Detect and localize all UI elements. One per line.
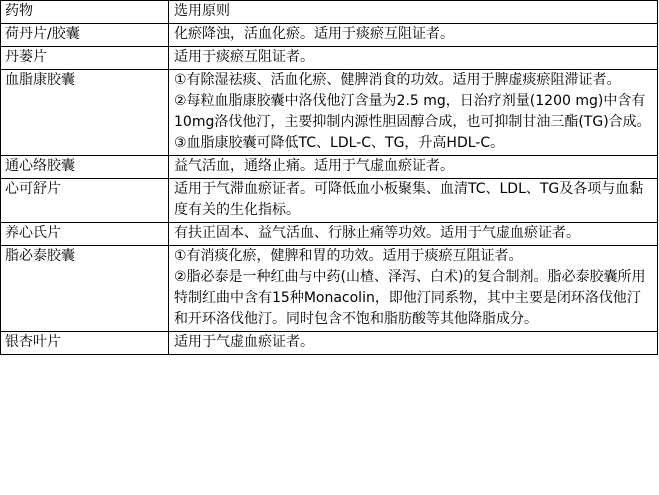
principle-paragraph: 有扶正固本、益气活血、行脉止痛等功效。适用于气虚血瘀证者。 [174, 225, 580, 241]
table-row [1, 246, 658, 332]
principle-cell [169, 179, 658, 223]
principle-paragraph: 适用于气滞血瘀证者。可降低血小板聚集、血清TC、LDL、TG及各项与血黏度有关的生化指标。 [174, 181, 644, 218]
principle-paragraph: ①有除湿祛痰、活血化瘀、健脾消食的功效。适用于脾虚痰瘀阻滞证者。 [174, 72, 621, 88]
principle-paragraph: ②每粒血脂康胶囊中洛伐他汀含量为2.5 mg，日治疗剂量(1200 mg)中含有10mg洛伐他汀，主要抑制内源性胆固醇合成，也可抑制甘油三酯(TG)合成。 [174, 93, 651, 130]
table-row [1, 332, 658, 355]
drug-name-cell: 脂必泰胶囊 [1, 246, 169, 332]
table-header-row [1, 1, 658, 24]
drug-name-cell: 银杏叶片 [1, 332, 169, 355]
principle-paragraph: 适用于气虚血瘀证者。 [174, 334, 314, 350]
principle-paragraph: ①有消痰化瘀，健脾和胃的功效。适用于痰瘀互阻证者。 [174, 248, 523, 264]
table-row [1, 47, 658, 70]
principle-paragraph: 适用于痰瘀互阻证者。 [174, 49, 314, 65]
drug-name-cell: 丹蒌片 [1, 47, 169, 70]
principle-paragraph: 益气活血，通络止痛。适用于气虚血瘀证者。 [174, 158, 454, 174]
header-principle: 选用原则 [169, 1, 658, 24]
principle-cell [169, 332, 658, 355]
principle-cell [169, 223, 658, 246]
table-body [1, 1, 658, 355]
principle-cell [169, 156, 658, 179]
drug-name-cell: 心可舒片 [1, 179, 169, 223]
drug-name-cell: 养心氏片 [1, 223, 169, 246]
table-row [1, 24, 658, 47]
principle-paragraph: ②脂必泰是一种红曲与中药(山楂、泽泻、白术)的复合制剂。脂必泰胶囊所用特制红曲中含有15种Monacolin，即他汀同系物，其中主要是闭环洛伐他汀和开环洛伐他汀。同时包含不饱和脂肪酸等其他降脂成分。 [174, 269, 646, 327]
table-row [1, 179, 658, 223]
principle-paragraph: 化瘀降浊，活血化瘀。适用于痰瘀互阻证者。 [174, 26, 454, 42]
drug-name-cell: 通心络胶囊 [1, 156, 169, 179]
principle-cell [169, 24, 658, 47]
table-row [1, 223, 658, 246]
table-row [1, 156, 658, 179]
drug-name-cell: 荷丹片/胶囊 [1, 24, 169, 47]
drug-name-cell: 血脂康胶囊 [1, 70, 169, 156]
principle-cell [169, 70, 658, 156]
principle-paragraph: ③血脂康胶囊可降低TC、LDL-C、TG，升高HDL-C。 [174, 135, 505, 151]
table-row [1, 70, 658, 156]
principle-cell [169, 246, 658, 332]
header-drug: 药物 [1, 1, 169, 24]
principle-cell [169, 47, 658, 70]
